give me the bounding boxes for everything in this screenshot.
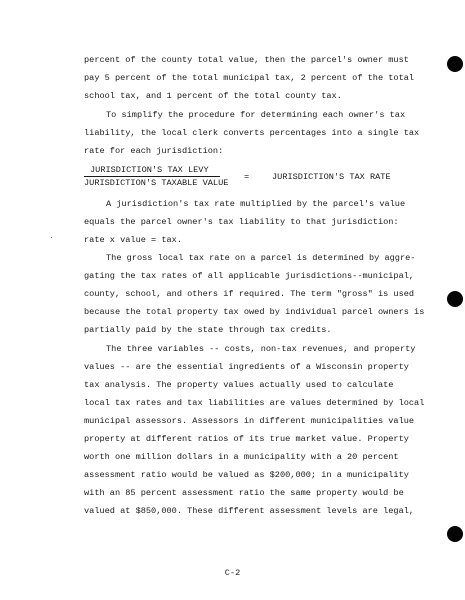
text-line: percent of the county total value, then the parcel's owner must: [84, 55, 409, 65]
punch-hole: [447, 291, 463, 307]
text-line: partially paid by the state through tax credits.: [84, 325, 332, 335]
text-line: local tax rates and tax liabilities are values determined by local: [84, 398, 425, 408]
text-line: values -- are the essential ingredients of a Wisconsin property: [84, 362, 409, 372]
text-line: property at different ratios of its true market value. Property: [84, 434, 409, 444]
text-line: liability, the local clerk converts percentages into a single tax: [84, 128, 420, 138]
text-line: rate for each jurisdiction:: [84, 146, 224, 156]
tax-rate-formula: [84, 165, 394, 191]
text-line: valued at $850,000. These different assessment levels are legal,: [84, 506, 415, 516]
text-line: The three variables -- costs, non-tax revenues, and property: [106, 344, 416, 354]
formula-numerator: JURISDICTION'S TAX LEVY: [90, 165, 209, 175]
text-line: worth one million dollars in a municipality with a 20 percent: [84, 452, 399, 462]
text-line: with an 85 percent assessment ratio the same property would be: [84, 488, 404, 498]
text-line: equals the parcel owner's tax liability to that jurisdiction:: [84, 217, 399, 227]
text-line: rate x value = tax.: [84, 235, 182, 245]
punch-hole: [447, 56, 463, 72]
fraction-bar: [84, 176, 220, 177]
text-line: pay 5 percent of the total municipal tax, 2 percent of the total: [84, 73, 415, 83]
text-line: municipal assessors. Assessors in different municipalities value: [84, 416, 415, 426]
formula-equals: =: [244, 172, 250, 182]
scan-speck: [51, 237, 52, 238]
text-line: school tax, and 1 percent of the total county tax.: [84, 91, 342, 101]
text-line: To simplify the procedure for determining each owner's tax: [106, 110, 406, 120]
punch-hole: [447, 526, 463, 542]
text-line: The gross local tax rate on a parcel is determined by aggre-: [106, 253, 416, 263]
text-line: county, school, and others if required. The term "gross" is used: [84, 289, 415, 299]
text-line: A jurisdiction's tax rate multiplied by the parcel's value: [106, 199, 406, 209]
text-line: because the total property tax owed by individual parcel owners is: [84, 307, 425, 317]
text-line: assessment ratio would be valued as $200,000; in a municipality: [84, 470, 409, 480]
text-line: gating the tax rates of all applicable jurisdictions--municipal,: [84, 271, 415, 281]
text-line: tax analysis. The property values actually used to calculate: [84, 380, 394, 390]
formula-denominator: JURISDICTION'S TAXABLE VALUE: [84, 178, 229, 188]
page-number: C-2: [224, 568, 241, 578]
formula-result: JURISDICTION'S TAX RATE: [272, 172, 391, 182]
